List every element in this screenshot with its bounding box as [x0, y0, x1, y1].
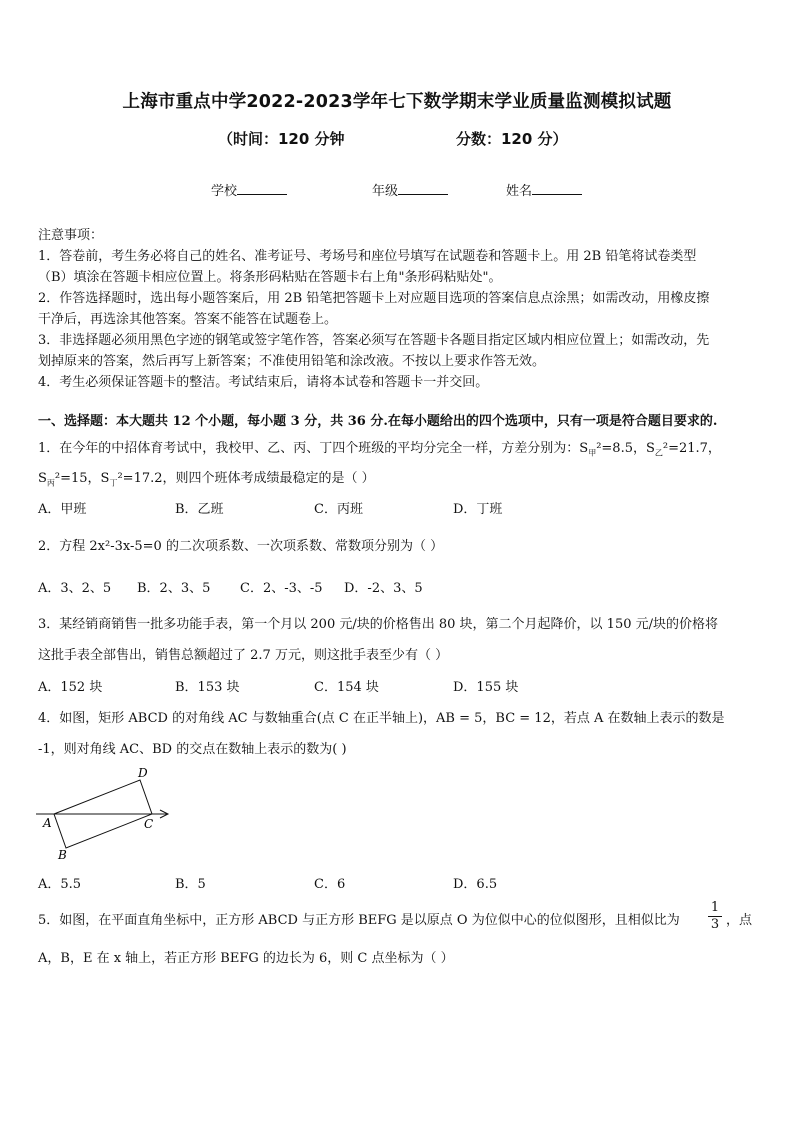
fraction-numerator: 1: [708, 900, 722, 917]
q1-stem-line1: 1．在今年的中招体育考试中，我校甲、乙、丙、丁四个班级的平均分完全一样，方差分别为：$S_甲^2=8.5$，$S_乙^2=21.7$，: [38, 441, 721, 458]
page-title: 上海市重点中学2022-2023学年七下数学期末学业质量监测模拟试题: [122, 92, 672, 112]
q4-rectangle-figure: [30, 764, 180, 864]
q4-stem-line1: 4．如图，矩形 ABCD 的对角线 AC 与数轴重合(点 C 在正半轴上)，AB = 5，BC = 12，若点 A 在数轴上表示的数是: [38, 711, 725, 726]
q2-option-d[interactable]: D．-2、3、5: [344, 581, 423, 596]
q3-stem-line1: 3．某经销商销售一批多功能手表，第一个月以 200 元/块的价格售出 80 块，第二个月起降价，以 150 元/块的价格将: [38, 617, 718, 632]
notice-heading: 注意事项：: [38, 228, 104, 243]
q1-option-c[interactable]: C．丙班: [314, 502, 363, 517]
q3-option-b[interactable]: B．153 块: [175, 680, 240, 695]
q4-option-c[interactable]: C．6: [314, 877, 346, 892]
q4-option-b[interactable]: B．5: [175, 877, 206, 892]
grade-field: [372, 180, 448, 199]
q1-option-a[interactable]: A．甲班: [38, 502, 87, 517]
q5-fraction: [708, 900, 722, 933]
fraction-denominator: 3: [710, 917, 720, 932]
exam-time: （时间：120 分钟: [218, 130, 345, 148]
q5-stem-line2: A，B，E 在 x 轴上，若正方形 BEFG 的边长为 6，则 C 点坐标为（ ）: [38, 951, 454, 966]
name-field: [506, 180, 582, 199]
q2-option-c[interactable]: C．2、-3、-5: [240, 581, 323, 596]
q1-option-d[interactable]: D．丁班: [453, 502, 503, 517]
school-label: 学校: [211, 184, 238, 199]
q3-option-a[interactable]: A．152 块: [38, 680, 103, 695]
q3-option-c[interactable]: C．154 块: [314, 680, 379, 695]
name-label: 姓名: [506, 184, 533, 199]
notice-line: （B）填涂在答题卡相应位置上。将条形码粘贴在答题卡右上角"条形码粘贴处"。: [38, 270, 502, 285]
section-heading: 一、选择题：本大题共 12 个小题，每小题 3 分，共 36 分.在每小题给出的四个选项中，只有一项是符合题目要求的.: [38, 414, 718, 429]
notice-line: 4．考生必须保证答题卡的整洁。考试结束后，请将本试卷和答题卡一并交回。: [38, 375, 489, 390]
q4-stem-line2: -1，则对角线 AC、BD 的交点在数轴上表示的数为( ): [38, 742, 347, 757]
q2-stem: 2．方程 2x²-3x-5=0 的二次项系数、一次项系数、常数项分别为（ ）: [38, 539, 444, 554]
grade-blank[interactable]: [398, 182, 448, 195]
q4-option-a[interactable]: A．5.5: [38, 877, 82, 892]
name-blank[interactable]: [532, 182, 582, 195]
notice-line: 1．答卷前，考生务必将自己的姓名、准考证号、考场号和座位号填写在试题卷和答题卡上。用 2B 铅笔将试卷类型: [38, 249, 697, 264]
school-field: [211, 180, 287, 199]
q2-option-a[interactable]: A．3、2、5: [38, 581, 112, 596]
exam-score: 分数：120 分）: [456, 130, 568, 148]
q5-stem-line1: 5．如图，在平面直角坐标中，正方形 ABCD 与正方形 BEFG 是以原点 O 为位似中心的位似图形，且相似比为: [38, 913, 680, 928]
q2-option-b[interactable]: B．2、3、5: [137, 581, 211, 596]
q5-stem-line1-end: ，点: [726, 913, 753, 928]
school-blank[interactable]: [237, 182, 287, 195]
q3-option-d[interactable]: D．155 块: [453, 680, 519, 695]
label-d: D: [138, 766, 148, 780]
q1-option-b[interactable]: B．乙班: [175, 502, 224, 517]
label-c: C: [144, 817, 154, 831]
notice-line: 划掉原来的答案，然后再写上新答案；不准使用铅笔和涂改液。不按以上要求作答无效。: [38, 354, 546, 369]
label-a: A: [43, 816, 52, 830]
q3-stem-line2: 这批手表全部售出，销售总额超过了 2.7 万元，则这批手表至少有（ ）: [38, 648, 449, 663]
q1-stem-line2: $S_丙^2=15$，$S_丁^2=17.2$，则四个班体考成绩最稳定的是（ ）: [38, 471, 375, 488]
notice-line: 3．非选择题必须用黑色字迹的钢笔或签字笔作答，答案必须写在答题卡各题目指定区域内相应位置上；如需改动，先: [38, 333, 710, 348]
label-b: B: [58, 848, 67, 862]
notice-line: 干净后，再选涂其他答案。答案不能答在试题卷上。: [38, 312, 338, 327]
grade-label: 年级: [372, 184, 399, 199]
q4-option-d[interactable]: D．6.5: [453, 877, 498, 892]
notice-line: 2．作答选择题时，选出每小题答案后，用 2B 铅笔把答题卡上对应题目选项的答案信息点涂黑；如需改动，用橡皮擦: [38, 291, 710, 306]
